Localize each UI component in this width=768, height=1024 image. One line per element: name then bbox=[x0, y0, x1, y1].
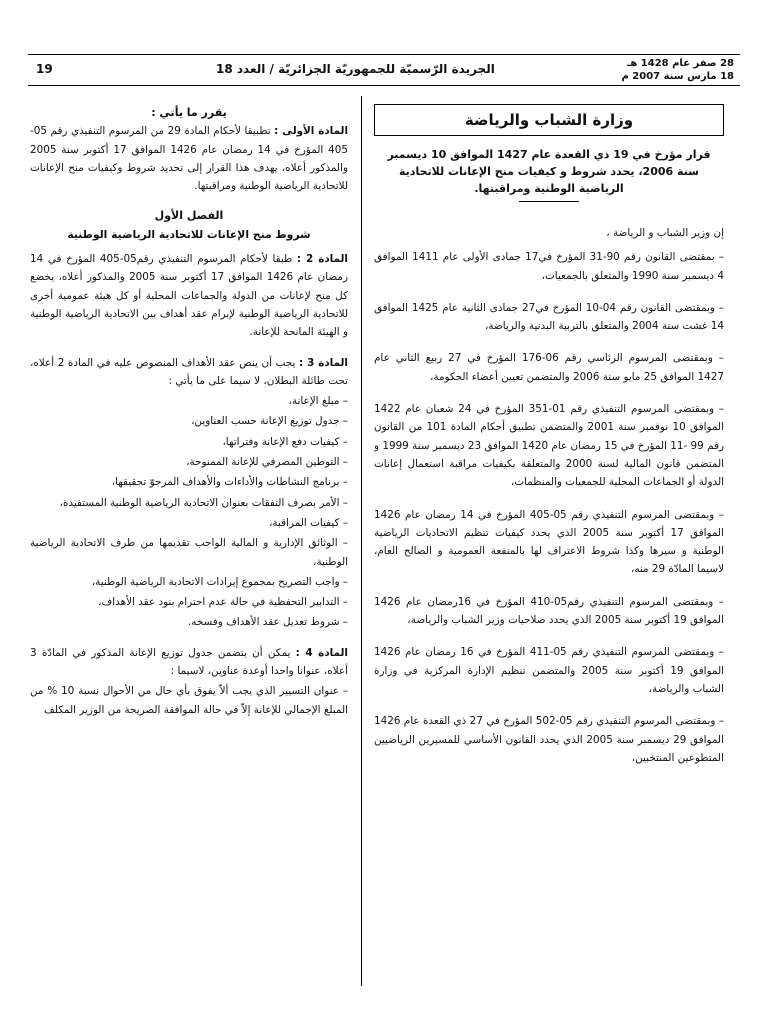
article-3-label: المادة 3 : bbox=[299, 356, 348, 369]
article-4-label: المادة 4 : bbox=[295, 646, 348, 659]
article-4-text: يمكن أن يتضمن جدول توزيع الإعانة المذكور في المادّة 3 أعلاه، عنوانا واحدا أوعدة عناوين، لاسيما : bbox=[30, 646, 348, 678]
separator-dash bbox=[519, 201, 579, 202]
date-hijri: 28 صفر عام 1428 هـ bbox=[626, 58, 734, 69]
article-2-label: المادة 2 : bbox=[296, 253, 348, 266]
list-item: – جدول توزيع الإعانة حسب العناوين، bbox=[191, 415, 348, 428]
list-item: – كيفيات دفع الإعانة وفتراتها، bbox=[222, 435, 348, 448]
legal-reference: – وبمقتضى المرسوم التنفيذي رقم 05-405 المؤرخ في 14 رمضان عام 1426 الموافق 17 أكتوبر سنة 2005 الذي يحدد كيفيات تنظيم الاتحاديات الرياضية الوطنية و سيرها وكذا شروط الاعتراف لها بالمنفعة العمومية و الصالح العام، لاسيما المادّة 29 منه، bbox=[374, 508, 724, 576]
legal-reference: – بمقتضى القانون رقم 90-31 المؤرخ في17 جمادى الأولى عام 1411 الموافق 4 ديسمبر سنة 1990 والمتعلق بالجمعيات، bbox=[374, 251, 724, 282]
list-item: – برنامج النشاطات والأداءات والأهداف المرجوّ تحقيقها، bbox=[111, 476, 348, 489]
chapter-subtitle: شروط منح الإعانات للاتحادية الرياضية الوطنية bbox=[67, 227, 311, 241]
list-item: – التوطين المصرفي للإعانة الممنوحة، bbox=[186, 456, 348, 469]
article-3 bbox=[30, 354, 348, 391]
right-column bbox=[374, 104, 724, 994]
legal-reference: – وبمقتضى المرسوم التنفيذي رقم 05-411 المؤرخ في 16 رمضان عام 1426 الموافق 19 أكتوبر سنة 2005 والمتضمن تنظيم الإدارة المركزية في وزارة الشباب والرياضة، bbox=[374, 646, 724, 695]
article-2 bbox=[30, 250, 348, 341]
list-item: – عنوان التسيير الذي يجب ألاّ يفوق بأي حال من الأحوال نسبة 10 % من المبلغ الإجمالي للإعانة إلاّ في حالة الموافقة الصريحة من الوزير المكلف bbox=[30, 685, 348, 716]
legal-reference: – وبمقتضى المرسوم التنفيذي رقم 01-351 المؤرخ في 24 شعبان عام 1422 الموافق 10 نوفمبر سنة 2001 والمتضمن تطبيق أحكام المادة 101 من القانون رقم 99 -11 المؤرخ في 15 رمضان عام 1420 الموافق 23 ديسمبر سنة 1999 و المتضمن قانون المالية لسنة 2000 والمتعلقة بكيفيات مراقبة استعمال إعانات الدولة أو الجماعات المحلية للجمعيات والمنظمات، bbox=[374, 403, 724, 489]
legal-reference: – وبمقتضى المرسوم التنفيذي رقم05-410 المؤرخ في 16رمضان عام 1426 الموافق 19 أكتوبر سنة 2005 الذي يحدد صلاحيات وزير الشباب والرياضة، bbox=[374, 595, 724, 627]
article-1-label: المادة الأولى : bbox=[274, 125, 348, 138]
list-item: – واجب التصريح بمجموع إيرادات الاتحادية الرياضية الوطنية، bbox=[91, 575, 348, 588]
decides-heading: يقرر ما يأتي : bbox=[151, 106, 227, 119]
decree-title: قرار مؤرخ في 19 ذي القعدة عام 1427 الموافق 10 ديسمبر سنة 2006، يحدد شروط و كيفيات منح الإعانات للاتحادية الرياضية الوطنية ومراقبتها. bbox=[387, 148, 711, 195]
list-item: – التدابير التحفظية في حالة عدم احترام بنود عقد الأهداف، bbox=[98, 596, 348, 609]
page-number: 19 bbox=[36, 62, 53, 76]
article-3-text: يجب أن ينص عقد الأهداف المنصوص عليه في المادة 2 أعلاه، تحت طائلة البطلان، لا سيما على ما يأتي : bbox=[30, 356, 348, 387]
issue-date bbox=[621, 57, 734, 83]
column-divider bbox=[361, 96, 362, 986]
list-item: – شروط تعديل عقد الأهداف وفسخه. bbox=[187, 616, 348, 629]
article-1 bbox=[30, 122, 348, 195]
page-header bbox=[28, 54, 740, 86]
list-item: – مبلغ الإعانة، bbox=[288, 395, 348, 408]
legal-reference: – وبمقتضى القانون رقم 04-10 المؤرخ في27 جمادى الثانية عام 1425 الموافق 14 غشت سنة 2004 والمتعلق بالتربية البدنية والرياضة، bbox=[374, 301, 724, 333]
legal-reference: – وبمقتضى المرسوم التنفيذي رقم 05-502 المؤرخ في 27 ذي القعدة عام 1426 الموافق 29 ديسمبر سنة 2005 الذي يحدد القانون الأساسي للمسيرين الرياضيين المتطوعين المنتخبين، bbox=[374, 715, 724, 764]
left-column bbox=[30, 104, 348, 994]
chapter-title: الفصل الأول bbox=[154, 209, 224, 223]
decree-intro: إن وزير الشباب و الرياضة ، bbox=[606, 227, 724, 239]
journal-title: الجريدة الرّسميّة للجمهوريّة الجزائريّة / العدد 18 bbox=[216, 62, 495, 76]
list-item: – كيفيات المراقبة، bbox=[269, 516, 348, 529]
article-2-text: طبقا لأحكام المرسوم التنفيذي رقم05-405 المؤرخ في 14 رمضان عام 1426 الموافق 17 أكتوبر سنة 2005 والمذكور أعلاه، يخضع كل منح لإعانات من الدولة والجماعات المحلية أو كل هيئة عمومية أخرى للاتحادية الرياضية الوطنية لإبرام عقد أهداف بين الاتحادية الرياضية الوطنية و الهيئة المانحة للإعانة. bbox=[30, 253, 348, 339]
article-1-text: تطبيقا لأحكام المادة 29 من المرسوم التنفيذي رقم 05-405 المؤرخ في 14 رمضان عام 1426 الموافق 17 أكتوبر سنة 2005 والمذكور أعلاه، يهدف هذا القرار إلى تحديد شروط وكيفيات منح الإعانات للاتحادية الرياضية الوطنية ومراقبتها. bbox=[30, 125, 348, 193]
list-item: – الوثائق الإدارية و المالية الواجب تقديمها من طرف الاتحادية الرياضية الوطنية، bbox=[30, 537, 348, 568]
date-gregorian: 18 مارس سنة 2007 م bbox=[621, 71, 734, 82]
legal-reference: – وبمقتضى المرسوم الرئاسي رقم 06-176 المؤرخ في 27 ربيع الثاني عام 1427 الموافق 25 مايو سنة 2006 والمتضمن تعيين أعضاء الحكومة، bbox=[374, 352, 724, 383]
article-4 bbox=[30, 644, 348, 681]
ministry-heading: وزارة الشباب والرياضة bbox=[374, 104, 724, 136]
list-item: – الأمر بصرف النفقات بعنوان الاتحادية الرياضية الوطنية المستفيدة، bbox=[59, 496, 348, 509]
